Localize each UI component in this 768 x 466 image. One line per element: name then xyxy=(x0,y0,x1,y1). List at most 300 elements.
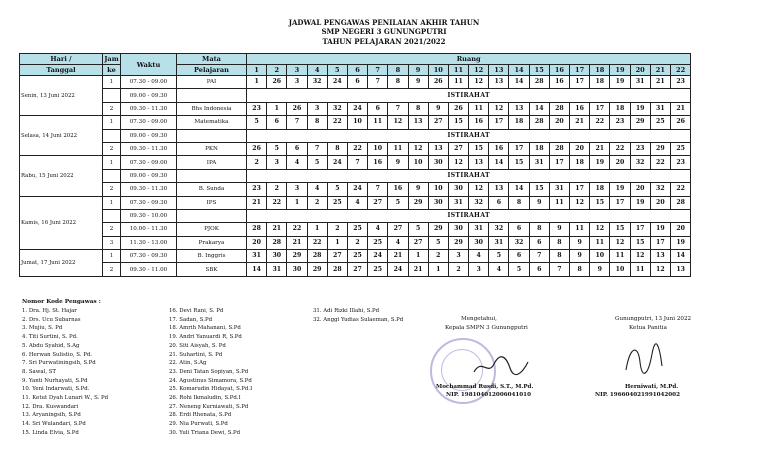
pengawas-code-cell: 20 xyxy=(610,156,630,169)
pengawas-code-cell: 7 xyxy=(307,142,327,155)
academic-year: TAHUN PELAJARAN 2021/2022 xyxy=(322,37,446,46)
pengawas-code-cell: 15 xyxy=(529,183,549,196)
pengawas-code-cell: 22 xyxy=(610,142,630,155)
pengawas-code-cell: 13 xyxy=(650,250,670,263)
pengawas-code-cell: 19 xyxy=(630,196,650,209)
jam-cell: 1 xyxy=(103,76,121,89)
pengawas-code-cell: 23 xyxy=(670,156,690,169)
pengawas-code-cell: 27 xyxy=(448,142,468,155)
pengawas-code-cell: 3 xyxy=(448,250,468,263)
pengawas-code-cell: 29 xyxy=(408,196,428,209)
pengawas-code-cell: 15 xyxy=(509,156,529,169)
pengawas-code-cell: 19 xyxy=(630,102,650,115)
jam-cell xyxy=(103,169,121,182)
pengawas-code-cell: 20 xyxy=(570,142,590,155)
pengawas-code-cell: 11 xyxy=(590,236,610,249)
pengawas-code-cell: 7 xyxy=(287,116,307,129)
pengawas-code-cell: 27 xyxy=(347,263,367,276)
room-header-11: 11 xyxy=(448,65,468,76)
pengawas-code-cell: 19 xyxy=(670,236,690,249)
pengawas-code-cell: 6 xyxy=(509,223,529,236)
pengawas-code-cell: 5 xyxy=(408,223,428,236)
pengawas-code-cell: 29 xyxy=(650,142,670,155)
pengawas-code-cell: 13 xyxy=(489,183,509,196)
jam-cell: 3 xyxy=(103,236,121,249)
pengawas-code-cell: 3 xyxy=(267,156,287,169)
pengawas-code-cell: 2 xyxy=(428,250,448,263)
waktu-cell: 11.30 - 13.00 xyxy=(121,236,177,249)
pengawas-code-cell: 17 xyxy=(570,183,590,196)
pengawas-code-cell: 29 xyxy=(630,116,650,129)
pengawas-code-entry: 22. Atin, S.Ag xyxy=(169,360,207,367)
pengawas-code-cell: 22 xyxy=(347,142,367,155)
pengawas-code-entry: 2. Drs. Ucu Subarnas xyxy=(22,316,81,323)
pengawas-code-cell: 24 xyxy=(347,183,367,196)
mapel-cell: IPA xyxy=(177,156,247,169)
pengawas-code-cell: 28 xyxy=(247,223,267,236)
codes-column-1 xyxy=(22,307,108,438)
jam-cell xyxy=(103,129,121,142)
mapel-cell xyxy=(177,209,247,222)
pengawas-code-cell: 25 xyxy=(670,142,690,155)
pengawas-code-cell: 31 xyxy=(630,76,650,89)
pengawas-code-cell: 3 xyxy=(469,263,489,276)
pengawas-code-cell: 21 xyxy=(408,263,428,276)
pengawas-code-cell: 24 xyxy=(347,102,367,115)
pengawas-code-cell: 26 xyxy=(448,102,468,115)
pengawas-code-cell: 3 xyxy=(287,183,307,196)
jam-cell: 1 xyxy=(103,250,121,263)
mapel-cell: Prakarya xyxy=(177,236,247,249)
pengawas-code-cell: 13 xyxy=(428,142,448,155)
room-header-14: 14 xyxy=(509,65,529,76)
school-name: SMP NEGERI 3 GUNUNGPUTRI xyxy=(321,27,447,36)
pengawas-code-cell: 11 xyxy=(549,196,569,209)
pengawas-code-cell: 22 xyxy=(670,183,690,196)
sign-left-title: Kepala SMPN 3 Gunungputri xyxy=(445,325,528,331)
pengawas-code-cell: 29 xyxy=(448,236,468,249)
room-header-12: 12 xyxy=(469,65,489,76)
pengawas-code-entry: 31. Adi Rizki Illahi, S.Pd xyxy=(313,308,380,314)
pengawas-code-cell: 13 xyxy=(509,102,529,115)
pengawas-code-cell: 14 xyxy=(509,183,529,196)
pengawas-code-cell: 1 xyxy=(408,250,428,263)
pengawas-code-cell: 20 xyxy=(630,183,650,196)
pengawas-code-cell: 31 xyxy=(650,102,670,115)
pengawas-code-cell: 17 xyxy=(509,142,529,155)
sign-left-name: Mochammad Rusdi, S.T., M.Pd. xyxy=(436,384,534,390)
codes-column-3 xyxy=(313,307,403,324)
header-tanggal: Tanggal xyxy=(20,65,103,76)
room-header-18: 18 xyxy=(590,65,610,76)
pengawas-code-cell: 14 xyxy=(247,263,267,276)
pengawas-code-cell: 32 xyxy=(469,196,489,209)
pengawas-code-cell: 31 xyxy=(247,250,267,263)
pengawas-code-cell: 5 xyxy=(509,263,529,276)
pengawas-code-cell: 25 xyxy=(368,263,388,276)
pengawas-code-cell: 3 xyxy=(287,76,307,89)
pengawas-code-cell: 27 xyxy=(428,116,448,129)
room-header-1: 1 xyxy=(247,65,267,76)
mapel-cell: Bhs Indonesia xyxy=(177,102,247,115)
pengawas-code-cell: 5 xyxy=(267,142,287,155)
pengawas-code-cell: 6 xyxy=(529,236,549,249)
pengawas-code-cell: 2 xyxy=(347,236,367,249)
pengawas-code-cell: 29 xyxy=(428,223,448,236)
sign-left-intro: Mengetahui, xyxy=(461,316,497,322)
pengawas-code-entry: 11. Ketut Dyah Lunari W., S. Pd xyxy=(22,395,109,402)
schedule-row xyxy=(20,116,691,129)
pengawas-code-cell: 6 xyxy=(368,102,388,115)
pengawas-code-cell: 20 xyxy=(549,116,569,129)
doc-title: JADWAL PENGAWAS PENILAIAN AKHIR TAHUN xyxy=(288,18,480,27)
pengawas-code-cell: 21 xyxy=(267,223,287,236)
pengawas-code-cell: 8 xyxy=(570,263,590,276)
pengawas-code-cell: 5 xyxy=(327,183,347,196)
pengawas-code-entry: 3. Mujiu, S. Pd xyxy=(22,325,63,332)
pengawas-code-entry: 8. Sawal, ST xyxy=(22,368,57,375)
pengawas-code-cell: 9 xyxy=(590,263,610,276)
pengawas-code-cell: 1 xyxy=(267,102,287,115)
pengawas-code-entry: 16. Devi Rani, S. Pd xyxy=(169,308,224,314)
pengawas-code-cell: 28 xyxy=(529,116,549,129)
pengawas-code-cell: 7 xyxy=(388,102,408,115)
room-header-20: 20 xyxy=(630,65,650,76)
room-header-9: 9 xyxy=(408,65,428,76)
pengawas-code-cell: 23 xyxy=(670,76,690,89)
pengawas-code-cell: 18 xyxy=(590,183,610,196)
pengawas-code-entry: 10. Yeni Indarwati, S.Pd. xyxy=(22,386,90,393)
pengawas-code-cell: 5 xyxy=(388,196,408,209)
pengawas-code-cell: 12 xyxy=(590,223,610,236)
waktu-cell: 10.00 - 11.30 xyxy=(121,223,177,236)
schedule-row xyxy=(20,250,691,263)
mapel-cell xyxy=(177,89,247,102)
room-header-19: 19 xyxy=(610,65,630,76)
jam-cell: 2 xyxy=(103,102,121,115)
pengawas-code-cell: 1 xyxy=(307,223,327,236)
schedule-row xyxy=(20,76,691,89)
pengawas-code-cell: 31 xyxy=(489,236,509,249)
pengawas-code-cell: 2 xyxy=(267,183,287,196)
pengawas-code-cell: 21 xyxy=(287,236,307,249)
room-header-16: 16 xyxy=(549,65,569,76)
pengawas-code-cell: 6 xyxy=(287,142,307,155)
header-hari: Hari / xyxy=(20,54,103,65)
pengawas-code-cell: 5 xyxy=(307,156,327,169)
pengawas-code-cell: 23 xyxy=(610,116,630,129)
pengawas-code-cell: 3 xyxy=(307,102,327,115)
pengawas-code-cell: 11 xyxy=(570,223,590,236)
pengawas-code-cell: 12 xyxy=(570,196,590,209)
day-label: Senin, 13 Juni 2022 xyxy=(20,76,103,116)
pengawas-code-cell: 19 xyxy=(590,156,610,169)
pengawas-code-cell: 4 xyxy=(307,183,327,196)
pengawas-code-cell: 6 xyxy=(347,76,367,89)
pengawas-code-entry: 13. Aryaningsih, S.Pd xyxy=(22,412,81,419)
sign-right-nip: NIP. 196604021991042002 xyxy=(595,392,680,398)
pengawas-code-cell: 5 xyxy=(489,250,509,263)
pengawas-code-cell: 8 xyxy=(388,76,408,89)
pengawas-code-cell: 28 xyxy=(327,263,347,276)
pengawas-code-cell: 31 xyxy=(448,196,468,209)
pengawas-code-cell: 10 xyxy=(428,183,448,196)
pengawas-code-cell: 28 xyxy=(307,250,327,263)
pengawas-code-cell: 28 xyxy=(549,142,569,155)
pengawas-code-cell: 20 xyxy=(247,236,267,249)
jam-cell: 1 xyxy=(103,116,121,129)
pengawas-code-cell: 21 xyxy=(570,116,590,129)
pengawas-code-cell: 8 xyxy=(327,142,347,155)
pengawas-code-cell: 13 xyxy=(469,156,489,169)
pengawas-code-cell: 8 xyxy=(408,102,428,115)
mapel-cell: PAI xyxy=(177,76,247,89)
jam-cell: 2 xyxy=(103,142,121,155)
pengawas-code-cell: 12 xyxy=(650,263,670,276)
pengawas-code-cell: 7 xyxy=(368,183,388,196)
schedule-table xyxy=(19,53,691,277)
schedule-row xyxy=(20,196,691,209)
pengawas-code-cell: 4 xyxy=(287,156,307,169)
istirahat-cell: ISTIRAHAT xyxy=(247,89,691,102)
pengawas-code-entry: 23. Deni Tatan Sopiyan, S.Pd xyxy=(169,368,249,375)
pengawas-code-cell: 18 xyxy=(590,76,610,89)
pengawas-code-cell: 20 xyxy=(670,223,690,236)
pengawas-code-cell: 21 xyxy=(388,250,408,263)
pengawas-code-entry: 17. Sadan, S.Pd xyxy=(169,316,213,323)
pengawas-code-cell: 21 xyxy=(670,102,690,115)
pengawas-code-cell: 22 xyxy=(307,236,327,249)
pengawas-code-cell: 22 xyxy=(590,116,610,129)
pengawas-code-entry: 28. Erdi Rhenata, S.Pd xyxy=(169,412,232,419)
pengawas-code-cell: 10 xyxy=(368,142,388,155)
pengawas-code-cell: 26 xyxy=(428,76,448,89)
pengawas-code-cell: 9 xyxy=(408,183,428,196)
mapel-cell: SBK xyxy=(177,263,247,276)
pengawas-code-cell: 16 xyxy=(489,142,509,155)
pengawas-code-cell: 12 xyxy=(469,183,489,196)
room-header-6: 6 xyxy=(347,65,367,76)
pengawas-code-cell: 14 xyxy=(509,76,529,89)
pengawas-code-cell: 5 xyxy=(247,116,267,129)
pengawas-code-cell: 18 xyxy=(529,142,549,155)
pengawas-code-entry: 12. Dra. Kuswandari xyxy=(22,403,79,410)
pengawas-code-cell: 15 xyxy=(448,116,468,129)
pengawas-code-cell: 25 xyxy=(650,116,670,129)
pengawas-code-cell: 16 xyxy=(570,102,590,115)
waktu-cell: 09.30 - 11.00 xyxy=(121,263,177,276)
mapel-cell xyxy=(177,169,247,182)
pengawas-code-cell: 19 xyxy=(610,183,630,196)
sign-right-name: Herniwati, M.Pd. xyxy=(625,384,679,390)
pengawas-code-cell: 32 xyxy=(650,183,670,196)
pengawas-code-cell: 11 xyxy=(368,116,388,129)
pengawas-code-cell: 2 xyxy=(247,156,267,169)
day-label: Rabu, 15 Juni 2022 xyxy=(20,156,103,196)
header-pelajaran: Pelajaran xyxy=(177,65,247,76)
room-header-7: 7 xyxy=(368,65,388,76)
mapel-cell: PKN xyxy=(177,142,247,155)
jam-cell xyxy=(103,89,121,102)
pengawas-code-cell: 29 xyxy=(287,250,307,263)
jam-cell: 2 xyxy=(103,183,121,196)
pengawas-code-cell: 32 xyxy=(489,223,509,236)
pengawas-code-cell: 26 xyxy=(670,116,690,129)
pengawas-code-cell: 19 xyxy=(610,76,630,89)
pengawas-code-entry: 24. Agustinus Simamora, S.Pd xyxy=(169,377,252,384)
room-header-21: 21 xyxy=(650,65,670,76)
pengawas-code-cell: 23 xyxy=(630,142,650,155)
pengawas-code-cell: 25 xyxy=(368,236,388,249)
pengawas-code-cell: 7 xyxy=(529,250,549,263)
pengawas-code-cell: 16 xyxy=(549,76,569,89)
pengawas-code-cell: 2 xyxy=(307,196,327,209)
pengawas-code-entry: 9. Yanti Nurhayati, S.Pd xyxy=(22,377,88,384)
pengawas-code-cell: 30 xyxy=(448,183,468,196)
pengawas-code-cell: 8 xyxy=(509,196,529,209)
header-waktu: Waktu xyxy=(121,54,177,76)
room-header-17: 17 xyxy=(570,65,590,76)
room-header-10: 10 xyxy=(428,65,448,76)
schedule-row xyxy=(20,129,691,142)
pengawas-code-cell: 6 xyxy=(509,250,529,263)
pengawas-code-cell: 4 xyxy=(388,236,408,249)
jam-cell: 2 xyxy=(103,263,121,276)
pengawas-code-cell: 12 xyxy=(408,142,428,155)
schedule-row xyxy=(20,89,691,102)
pengawas-code-cell: 16 xyxy=(368,156,388,169)
istirahat-cell: ISTIRAHAT xyxy=(247,209,691,222)
pengawas-code-cell: 30 xyxy=(469,236,489,249)
pengawas-code-cell: 11 xyxy=(630,263,650,276)
mapel-cell: PJOK xyxy=(177,223,247,236)
pengawas-code-cell: 30 xyxy=(428,156,448,169)
pengawas-code-cell: 11 xyxy=(388,142,408,155)
pengawas-code-cell: 24 xyxy=(388,263,408,276)
jam-cell: 1 xyxy=(103,156,121,169)
pengawas-code-cell: 6 xyxy=(529,263,549,276)
pengawas-code-entry: 32. Anggi Yudias Sulaeman, S.Pd xyxy=(313,316,404,323)
waktu-cell: 09.00 - 09.30 xyxy=(121,169,177,182)
pengawas-code-cell: 27 xyxy=(388,223,408,236)
pengawas-code-entry: 15. Linda Elvia, S.Pd xyxy=(22,429,79,436)
codes-column-2 xyxy=(169,307,252,438)
pengawas-code-entry: 18. Amrih Mahanani, S.Pd xyxy=(169,325,241,332)
pengawas-code-cell: 11 xyxy=(610,250,630,263)
codes-title: Nomor Kode Pengawas : xyxy=(22,299,101,305)
pengawas-code-cell: 13 xyxy=(670,263,690,276)
pengawas-code-cell: 30 xyxy=(287,263,307,276)
pengawas-code-entry: 7. Sri Purwatiningsih, S.Pd xyxy=(22,360,96,367)
pengawas-code-cell: 9 xyxy=(570,236,590,249)
pengawas-code-cell: 21 xyxy=(247,196,267,209)
pengawas-code-cell: 24 xyxy=(368,250,388,263)
pengawas-code-cell: 9 xyxy=(408,76,428,89)
pengawas-code-cell: 32 xyxy=(327,102,347,115)
jam-cell: 2 xyxy=(103,223,121,236)
pengawas-code-cell: 12 xyxy=(448,156,468,169)
pengawas-code-entry: 19. Andri Yanuardi R, S.Pd xyxy=(169,334,242,341)
pengawas-code-cell: 30 xyxy=(428,196,448,209)
room-header-4: 4 xyxy=(307,65,327,76)
schedule-row xyxy=(20,102,691,115)
pengawas-code-entry: 14. Sri Wulandari, S.Pd xyxy=(22,421,86,428)
pengawas-code-cell: 17 xyxy=(570,76,590,89)
mapel-cell: IPS xyxy=(177,196,247,209)
pengawas-code-cell: 9 xyxy=(529,196,549,209)
pengawas-code-cell: 27 xyxy=(327,250,347,263)
pengawas-code-cell: 4 xyxy=(368,223,388,236)
mapel-cell: B. Inggris xyxy=(177,250,247,263)
pengawas-code-cell: 11 xyxy=(469,102,489,115)
pengawas-code-cell: 4 xyxy=(347,196,367,209)
pengawas-code-cell: 11 xyxy=(448,76,468,89)
pengawas-code-entry: 5. Abdu Syahid, S.Ag xyxy=(22,342,80,349)
signature-right xyxy=(620,340,665,380)
mapel-cell: B. Sunda xyxy=(177,183,247,196)
pengawas-code-cell: 2 xyxy=(327,223,347,236)
pengawas-code-cell: 15 xyxy=(590,196,610,209)
waktu-cell: 07.30 - 09.30 xyxy=(121,250,177,263)
pengawas-code-cell: 17 xyxy=(610,196,630,209)
pengawas-code-cell: 17 xyxy=(549,156,569,169)
signature-left xyxy=(470,350,530,380)
waktu-cell: 07.30 - 09.00 xyxy=(121,76,177,89)
pengawas-code-cell: 19 xyxy=(650,223,670,236)
pengawas-code-entry: 29. Nia Purwati, S.Pd xyxy=(169,421,228,428)
room-header-2: 2 xyxy=(267,65,287,76)
pengawas-code-cell: 1 xyxy=(287,196,307,209)
pengawas-code-cell: 4 xyxy=(469,250,489,263)
schedule-row xyxy=(20,156,691,169)
mapel-cell xyxy=(177,129,247,142)
pengawas-code-cell: 4 xyxy=(489,263,509,276)
pengawas-code-cell: 8 xyxy=(549,236,569,249)
room-header-3: 3 xyxy=(287,65,307,76)
pengawas-code-cell: 18 xyxy=(509,116,529,129)
pengawas-code-cell: 23 xyxy=(247,102,267,115)
pengawas-code-cell: 17 xyxy=(650,236,670,249)
sign-right-role: Ketua Panitia xyxy=(629,325,667,331)
pengawas-code-cell: 2 xyxy=(448,263,468,276)
waktu-cell: 07.30 - 09.30 xyxy=(121,196,177,209)
pengawas-code-cell: 10 xyxy=(610,263,630,276)
pengawas-code-cell: 26 xyxy=(247,142,267,155)
pengawas-code-cell: 28 xyxy=(549,102,569,115)
pengawas-code-cell: 23 xyxy=(247,183,267,196)
header-ke: ke xyxy=(103,65,121,76)
pengawas-code-cell: 6 xyxy=(489,196,509,209)
waktu-cell: 09.00 - 09.30 xyxy=(121,129,177,142)
pengawas-code-cell: 15 xyxy=(610,223,630,236)
header-ruang: Ruang xyxy=(247,54,691,65)
pengawas-code-cell: 24 xyxy=(327,76,347,89)
pengawas-code-cell: 27 xyxy=(408,236,428,249)
pengawas-code-cell: 9 xyxy=(549,223,569,236)
pengawas-code-cell: 26 xyxy=(267,76,287,89)
waktu-cell: 09.30 - 11.30 xyxy=(121,102,177,115)
pengawas-code-cell: 15 xyxy=(469,142,489,155)
header-jam: Jam xyxy=(104,55,119,63)
pengawas-code-cell: 22 xyxy=(650,156,670,169)
waktu-cell: 09.00 - 09.30 xyxy=(121,89,177,102)
pengawas-code-cell: 31 xyxy=(549,183,569,196)
schedule-row xyxy=(20,183,691,196)
pengawas-code-cell: 8 xyxy=(549,250,569,263)
pengawas-code-cell: 12 xyxy=(388,116,408,129)
room-header-13: 13 xyxy=(489,65,509,76)
pengawas-code-cell: 9 xyxy=(428,102,448,115)
